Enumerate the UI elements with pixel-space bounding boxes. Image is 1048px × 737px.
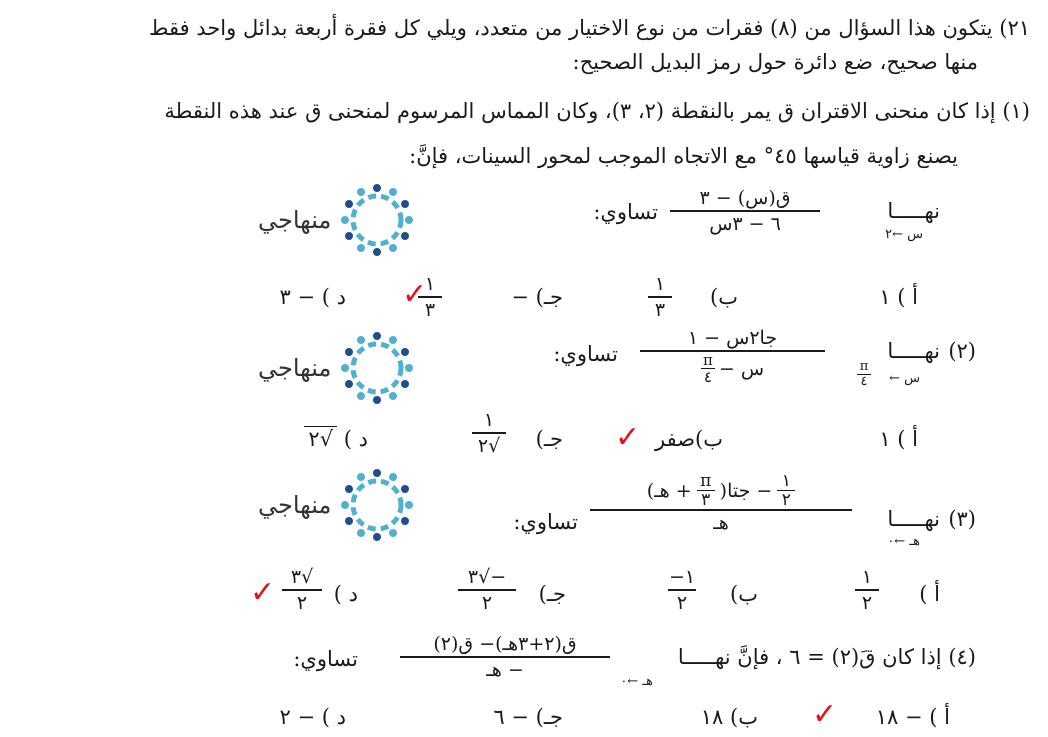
- logo-text: منهاجي: [258, 206, 332, 234]
- q2-option-a[interactable]: أ ) ١: [879, 427, 918, 451]
- q3-fraction: ١ ٢ − جتا( π ٣ + هـ) هـ: [590, 472, 852, 535]
- instructions-line-1: ٢١) يتكون هذا السؤال من (٨) فقرات من نوع الاختيار من متعدد، ويلي كل فقرة أربعة بدائل واحد فقط: [149, 16, 1030, 40]
- q1-option-d[interactable]: د ) − ٣: [279, 285, 346, 309]
- q2-lim: نهـــــا: [887, 339, 940, 363]
- q1-lim: نهـــــا: [887, 199, 940, 223]
- q1-intro-line-2: يصنع زاوية قياسها ٤٥° مع الاتجاه الموجب لمحور السينات، فإنَّ:: [409, 144, 958, 168]
- logo-text: منهاجي: [258, 354, 332, 382]
- q4-numerator: ق(٢+٣هـ)− ق(٢): [433, 633, 577, 655]
- manhaji-logo: [258, 465, 417, 545]
- q3-option-c-fraction: −√٣ ٢: [458, 565, 516, 615]
- q4-option-d[interactable]: د ) − ٢: [279, 705, 346, 729]
- q3-option-a-fraction: ١ ٢: [855, 565, 879, 615]
- q1-option-c-fraction: ١ ٣: [418, 272, 442, 322]
- q4-denominator: − هـ: [486, 659, 524, 681]
- q3-option-d-label[interactable]: د ): [333, 582, 358, 606]
- q1-lim-sub: س ←٢: [885, 227, 923, 242]
- q1-option-a[interactable]: أ ) ١: [879, 285, 918, 309]
- q3-option-c-label[interactable]: جـ): [538, 582, 566, 606]
- manhaji-logo: [258, 180, 417, 260]
- q2-option-c-fraction: ١ √٢: [472, 408, 506, 458]
- q4-option-b[interactable]: ب) ١٨: [700, 705, 758, 729]
- q3-option-a-label[interactable]: أ ): [919, 582, 940, 606]
- q2-option-c-label[interactable]: جـ): [535, 427, 563, 451]
- correct-check-icon: ✓: [615, 420, 641, 455]
- q3-option-b-label[interactable]: ب): [730, 582, 758, 606]
- q1-option-b-label[interactable]: ب): [710, 285, 738, 309]
- q4-option-a[interactable]: أ ) − ١٨: [875, 705, 950, 729]
- q4-option-c[interactable]: جـ) − ٦: [493, 705, 563, 729]
- logo-circle-icon: [337, 328, 417, 408]
- q1-fraction: [670, 186, 820, 236]
- q1-option-c-label[interactable]: جـ) −: [511, 285, 563, 309]
- q1-equals: تساوي:: [593, 200, 658, 224]
- correct-check-icon: ✓: [812, 697, 838, 732]
- q1-intro-line-1: (١) إذا كان منحنى الاقتران ق يمر بالنقطة (٢، ٣)، وكان المماس المرسوم لمنحنى ق عند هذه النقطة: [164, 99, 1030, 123]
- logo-circle-icon: [337, 180, 417, 260]
- q2-option-b[interactable]: ب)صفر: [654, 427, 723, 451]
- q2-numerator: جا٢س − ١: [687, 327, 778, 349]
- q1-denominator: ٦ − ٣س: [709, 213, 781, 235]
- q3-option-d-fraction: √٣ ٢: [282, 565, 322, 615]
- q4-equals: تساوي:: [293, 647, 358, 671]
- q2-equals: تساوي:: [553, 342, 618, 366]
- q4-intro: (٤) إذا كان قَ(٢) = ٦ ، فإنَّ نهـــــا: [677, 645, 976, 669]
- q2-fraction: جا٢س − ١ س − π ٤: [640, 326, 825, 385]
- q4-fraction: [400, 632, 610, 682]
- q3-lim-sub: هـ ←٠: [887, 534, 920, 549]
- q2-lim-sub-fraction: π ٤: [857, 360, 871, 389]
- manhaji-logo: [258, 328, 417, 408]
- correct-check-icon: ✓: [402, 277, 428, 312]
- q3-prefix: (٣): [948, 507, 976, 531]
- q1-numerator: ق(س) − ٣: [699, 187, 791, 209]
- q4-lim-sub: هـ ←٠: [620, 674, 653, 689]
- q2-lim-sub: س ←: [889, 371, 920, 386]
- q3-equals: تساوي:: [513, 510, 578, 534]
- q2-prefix: (٢): [948, 339, 976, 363]
- correct-check-icon: ✓: [250, 575, 276, 610]
- logo-circle-icon: [337, 465, 417, 545]
- q1-option-b-fraction: ١ ٣: [648, 272, 672, 322]
- instructions-line-2: منها صحيح، ضع دائرة حول رمز البديل الصحيح:: [572, 50, 978, 74]
- q2-option-d[interactable]: د ) √٢: [304, 425, 368, 453]
- logo-text: منهاجي: [258, 491, 332, 519]
- q3-option-b-fraction: ١− ٢: [668, 566, 696, 614]
- q3-lim: نهـــــا: [887, 507, 940, 531]
